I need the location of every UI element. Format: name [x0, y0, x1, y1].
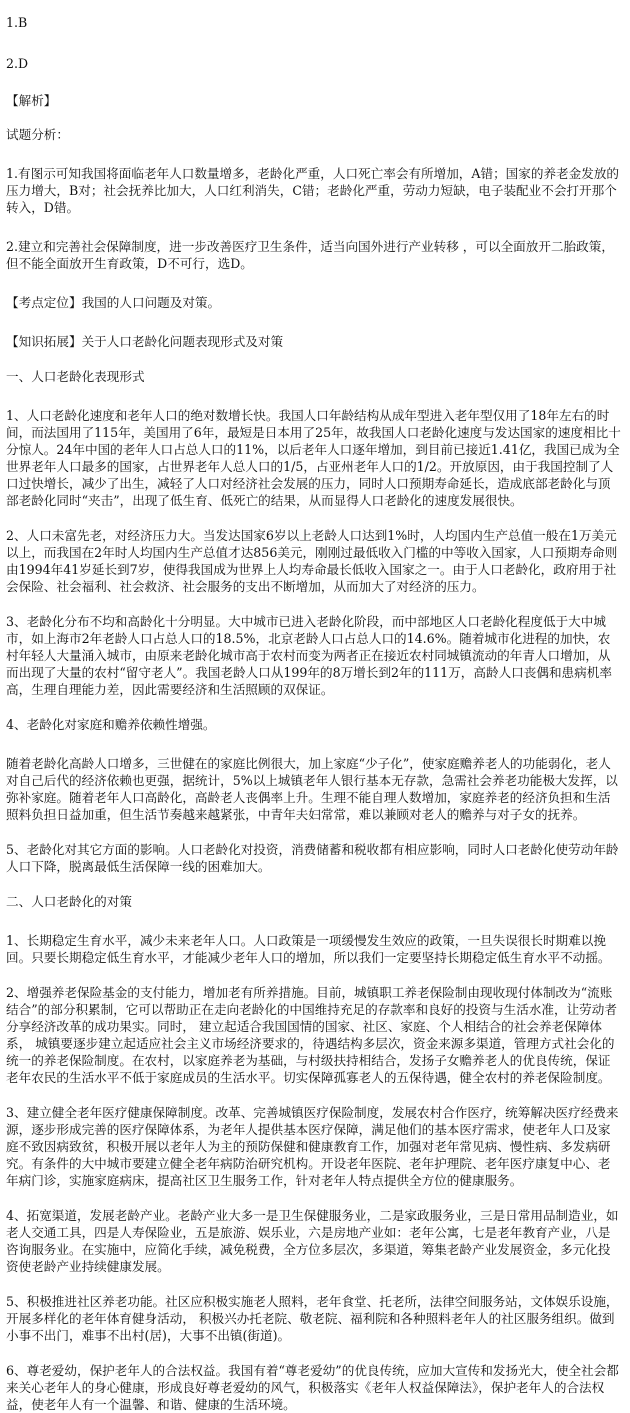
- section-paragraph: 4、拓宽渠道，发展老龄产业。老龄产业大多一是卫生保健服务业，二是家政服务业，三是日常用品制造业，如老人交通工具，四是人寿保险业，五是旅游、娱乐业，六是房地产业如：老年公寓，七是老年教育产业，八是咨询服务业。在实施中，应简化手续，减免税费，全方位多层次，多渠道，筹集老龄产业发展资金，多元化投资使老龄产业持续健康发展。: [6, 1208, 619, 1274]
- section-paragraph: 5、积极推进社区养老功能。社区应积极实施老人照料，老年食堂、托老所，法律空间服务站，文体娱乐设施，开展多样化的老年体育健身活动， 积极兴办托老院、敬老院、福利院和各种照料老年人的社区服务组织。做到小事不出门，难事不出村(居)，大事不出镇(街道)。: [6, 1294, 619, 1343]
- section-paragraph: 4、老龄化对家庭和赡养依赖性增强。: [6, 717, 216, 732]
- answer-1: 1.B: [6, 15, 28, 30]
- section-paragraph: 2、增强养老保险基金的支付能力，增加老有所养措施。目前，城镇职工养老保险制由现收现付体制改为“流账结合”的部分积累制，它可以帮助正在走向老龄化的中国维持充足的存款率和良好的投资与生活水准，让劳动者分享经济改革的成功果实。同时， 建立起适合我国国情的国家、社区、家庭、个人相结合的社会养老保障体系， 城镇要逐步建立起适应社会主义市场经济要求的，待遇结构多层次，资金来源多渠道，管理方式社会化的统一的养老保险制度。在农村，以家庭养老为基础，与村级扶持相结合，发扬子女赡养老人的优良传统，保证老年农民的生活水平不低于家庭成员的生活水平。切实保障孤寡老人的五保待遇，健全农村的养老保险制度。: [6, 985, 617, 1085]
- tuozhan-heading: 【知识拓展】关于人口老龄化问题表现形式及对策: [6, 334, 284, 349]
- section-paragraph: 1、长期稳定生育水平，减少未来老年人口。人口政策是一项缓慢发生效应的政策，一旦失误很长时期难以挽回。只要长期稳定低生育水平，才能减少老年人口的增加，所以我们一定要坚持长期稳定低生育水平不动摇。: [6, 933, 611, 965]
- analysis-label: 【解析】: [6, 93, 57, 108]
- analysis-paragraph: 2.建立和完善社会保障制度，进一步改善医疗卫生条件，适当向国外进行产业转移 ，可以全面放开二胎政策，但不能全面放开生育政策，D不可行，选D。: [6, 239, 614, 271]
- section-title: 一、人口老龄化表现形式: [6, 369, 145, 384]
- section-paragraph: 3、建立健全老年医疗健康保障制度。改革、完善城镇医疗保险制度，发展农村合作医疗，统筹解决医疗经费来源，逐步形成完善的医疗保障体系，为老年人提供基本医疗保障，满足他们的基本医疗需求，使老年人口及家庭不致因病致贫，积极开展以老年人为主的预防保健和健康教育工作，加强对老年常见病、慢性病、多发病研究。有条件的大中城市要建立健全老年病防治研究机构。开设老年医院、老年护理院、老年医疗康复中心、老年病门诊，实施家庭病床，提高社区卫生服务工作，针对老年人特点提供全方位的健康服务。: [6, 1105, 619, 1188]
- answer-2: 2.D: [6, 56, 29, 71]
- section-paragraph: 5、老龄化对其它方面的影响。人口老龄化对投资，消费储蓄和税收都有相应影响，同时人口老龄化使劳动年龄人口下降，脱离最低生活保障一线的困难加大。: [6, 842, 619, 874]
- section-paragraph: 3、老龄化分布不均和高龄化十分明显。大中城市已进入老龄化阶段，而中部地区人口老龄化程度低于大中城市，如上海市2年老龄人口占总人口的18.5%，北京老龄人口占总人口的14.6%。随着城市化进程的加快，农村年轻人大量涌入城市，由原来老龄化城市高于农村而变为两者正在接近农村同城镇流动的年青人口增加，从而出现了大量的农村“留守老人”。我国老龄人口从199年的8万增长到2年的111万，高龄人口丧偶和患病机率高，生理自理能力差，因此需要经济和生活照顾的双保证。: [6, 614, 612, 697]
- section-paragraph: 1、人口老龄化速度和老年人口的绝对数增长快。我国人口年龄结构从成年型进入老年型仅用了18年左右的时间，而法国用了115年，美国用了6年，最短是日本用了25年，故我国人口老龄化速度与发达国家的速度相比十分惊人。24年中国的老年人口占总人口的11%，以后老年人口逐年增加，到目前已接近1.41亿，我国已成为全世界老年人口最多的国家，占世界老年人总人口的1/5，占亚州老年人口的1/2。开放原因，由于我国控制了人口过快增长，减少了出生，减轻了人口对经济社会发展的压力，同时人口预期寿命延长，造成底部老龄化与顶部老龄化同时“夹击”，出现了低生育、低死亡的结果，从而显得人口老龄化的速度发展很快。: [6, 408, 621, 508]
- section-paragraph: 2、人口未富先老，对经济压力大。当发达国家6岁以上老龄人口达到1%时，人均国内生产总值一般在1万美元以上，而我国在2年时人均国内生产总值才达856美元，刚刚过最低收入门槛的中等收入国家，人口预期寿命则由1994年41岁延长到7岁，使得我国成为世界上人均寿命最长低收入国家之一。由于人口老龄化，政府用于社会保险、社会福利、社会救济、社会服务的支出不断增加，从而加大了对经济的压力。: [6, 528, 618, 594]
- section-title: 二、人口老龄化的对策: [6, 894, 132, 909]
- section-paragraph: 随着老龄化高龄人口增多，三世健在的家庭比例很大，加上家庭“少子化”，使家庭赡养老人的功能弱化，老人对自己后代的经济依赖也更强，据统计，5%以上城镇老年人银行基本无存款，急需社会养老功能极大发挥，以弥补家庭。随着老年人口高龄化，高龄老人丧偶率上升。生理不能自理人数增加，家庭养老的经济负担和生活照料负担日益加重，但生活节奏越来越紧张，中青年夫妇常常，难以兼顾对老人的赡养与对子女的抚养。: [6, 756, 618, 822]
- analysis-paragraph: 1.有图示可知我国将面临老年人口数量增多，老龄化严重，人口死亡率会有所增加，A错；国家的养老金发放的压力增大，B对；社会抚养比加大，人口红利消失，C错；老龄化严重，劳动力短缺，电子装配业不会打开那个转入，D错。: [6, 166, 620, 215]
- kaodian-heading: 【考点定位】我国的人口问题及对策。: [6, 295, 221, 310]
- section-paragraph: 6、尊老爱幼，保护老年人的合法权益。我国有着“尊老爱幼”的优良传统，应加大宣传和发扬光大，使全社会都来关心老年人的身心健康，形成良好尊老爱幼的风气，积极落实《老年人权益保障法》，保护老年人的合法权益，使老年人有一个温馨、和谐、健康的生活环境。: [6, 1363, 619, 1412]
- analysis-intro: 试题分析：: [6, 127, 69, 142]
